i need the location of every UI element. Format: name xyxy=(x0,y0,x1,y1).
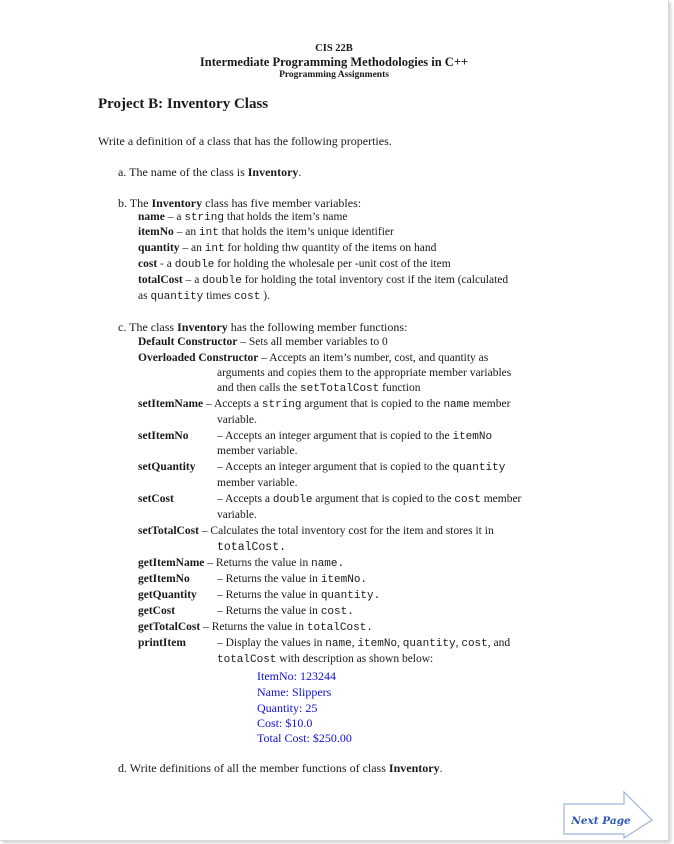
function-getCost: getCost xyxy=(138,605,176,617)
function-setCost: setCost xyxy=(138,493,174,505)
function-desc: variable. xyxy=(217,509,257,521)
sample-output-line: Quantity: 25 xyxy=(257,701,318,715)
overloaded-constructor: Overloaded Constructor – Accepts an item’s number, cost, and quantity as xyxy=(138,352,489,364)
function-getTotalCost: getTotalCost – Returns the value in totalCost. xyxy=(138,621,373,634)
course-subtitle: Programming Assignments xyxy=(279,70,389,80)
next-page-button[interactable] xyxy=(562,790,654,840)
overloaded-constructor-desc: and then calls the setTotalCost function xyxy=(217,382,421,395)
function-desc: – Returns the value in cost. xyxy=(217,605,354,618)
member-var-continuation: as quantity times cost ). xyxy=(138,290,270,303)
member-var: itemNo – an int that holds the item’s unique identifier xyxy=(138,226,394,239)
member-var: name – a string that holds the item’s name xyxy=(138,211,348,224)
function-setTotalCost: setTotalCost – Calculates the total inventory cost for the item and stores it in xyxy=(138,525,494,537)
item-c: c. The class Inventory has the following member functions: xyxy=(118,320,408,334)
next-page-label[interactable]: Next Page xyxy=(571,815,631,827)
function-getQuantity: getQuantity xyxy=(138,589,197,601)
function-getItemName: getItemName – Returns the value in name. xyxy=(138,557,345,570)
project-title: Project B: Inventory Class xyxy=(98,96,269,112)
function-setItemName: setItemName – Accepts a string argument that is copied to the name member xyxy=(138,398,511,411)
member-var: cost - a double for holding the wholesale per -unit cost of the item xyxy=(138,258,451,271)
function-desc: – Accepts a double argument that is copied to the cost member xyxy=(217,493,522,506)
function-desc: – Returns the value in quantity. xyxy=(217,589,381,602)
function-desc: variable. xyxy=(217,414,257,426)
course-code: CIS 22B xyxy=(315,43,353,54)
function-desc: – Accepts an integer argument that is copied to the quantity xyxy=(217,461,506,474)
intro-text: Write a definition of a class that has the following properties. xyxy=(98,134,392,148)
function-desc: – Accepts an integer argument that is copied to the itemNo xyxy=(217,430,493,443)
function-printItem: printItem xyxy=(138,637,186,649)
member-var: quantity – an int for holding thw quantity of the items on hand xyxy=(138,242,437,255)
sample-output-line: Total Cost: $250.00 xyxy=(257,731,352,745)
sample-output-line: Name: Slippers xyxy=(257,685,332,699)
function-setQuantity: setQuantity xyxy=(138,461,196,473)
sample-output-line: ItemNo: 123244 xyxy=(257,669,336,683)
function-desc: – Display the values in name, itemNo, quantity, cost, and xyxy=(217,637,511,650)
function-getItemNo: getItemNo xyxy=(138,573,190,585)
member-var: totalCost – a double for holding the total inventory cost if the item (calculated xyxy=(138,274,509,287)
function-desc: member variable. xyxy=(217,445,298,457)
function-desc: totalCost with description as shown below: xyxy=(217,653,434,666)
function-desc: totalCost. xyxy=(217,541,287,554)
course-title: Intermediate Programming Methodologies in C++ xyxy=(199,55,469,69)
item-a: a. The name of the class is Inventory. xyxy=(118,165,302,179)
function-desc: – Returns the value in itemNo. xyxy=(217,573,368,586)
overloaded-constructor-desc: arguments and copies them to the appropriate member variables xyxy=(217,367,512,379)
sample-output-line: Cost: $10.0 xyxy=(257,716,313,730)
default-constructor: Default Constructor – Sets all member variables to 0 xyxy=(138,336,388,348)
function-desc: member variable. xyxy=(217,477,298,489)
function-setItemNo: setItemNo xyxy=(138,430,189,442)
item-d: d. Write definitions of all the member functions of class Inventory. xyxy=(118,761,443,775)
item-b: b. The Inventory class has five member variables: xyxy=(118,196,362,210)
